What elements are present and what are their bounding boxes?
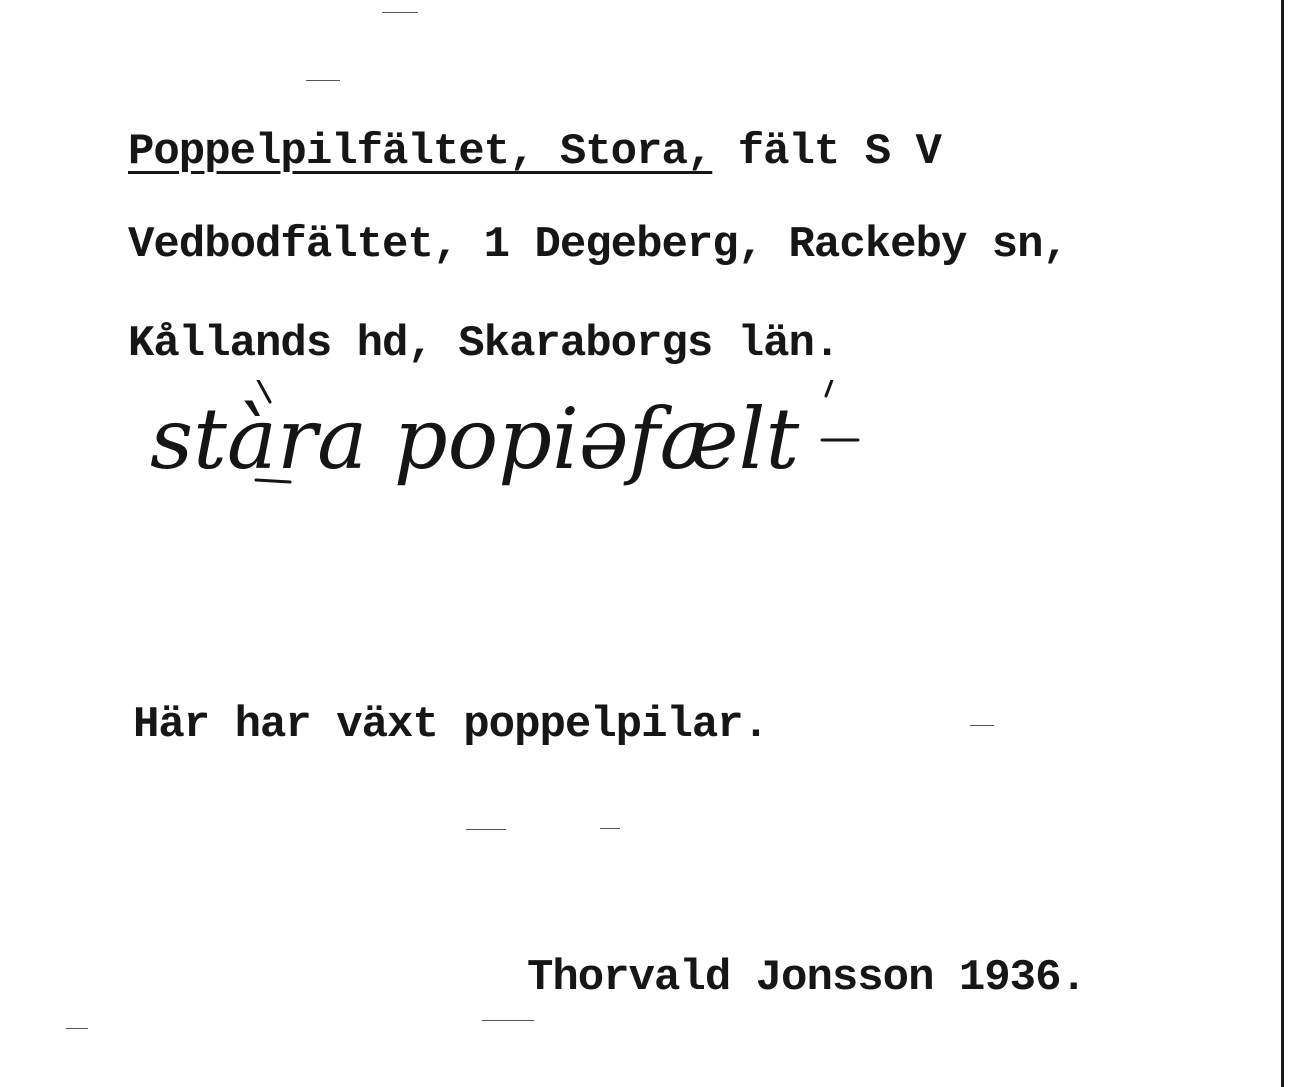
scan-speck [66, 1028, 88, 1029]
signature-line: Thorvald Jonsson 1936. [527, 953, 1086, 1003]
card-right-edge [1281, 0, 1284, 1087]
handwriting-text: stàra popiəfælt [150, 390, 800, 488]
field-direction: fält S V [712, 127, 941, 177]
scan-speck [466, 829, 506, 830]
scan-speck [600, 828, 620, 829]
handwritten-pronunciation [150, 380, 930, 520]
location-line: Vedbodfältet, 1 Degeberg, Rackeby sn, [128, 220, 1068, 270]
scan-speck [306, 80, 340, 81]
scan-speck [482, 1020, 534, 1021]
scan-speck [970, 725, 994, 726]
place-name-heading [128, 127, 941, 177]
place-name-underlined: Poppelpilfältet, Stora, [128, 127, 713, 177]
scan-speck [382, 12, 418, 13]
district-line: Kållands hd, Skaraborgs län. [128, 319, 840, 369]
note-line: Här har växt poppelpilar. [133, 700, 769, 750]
